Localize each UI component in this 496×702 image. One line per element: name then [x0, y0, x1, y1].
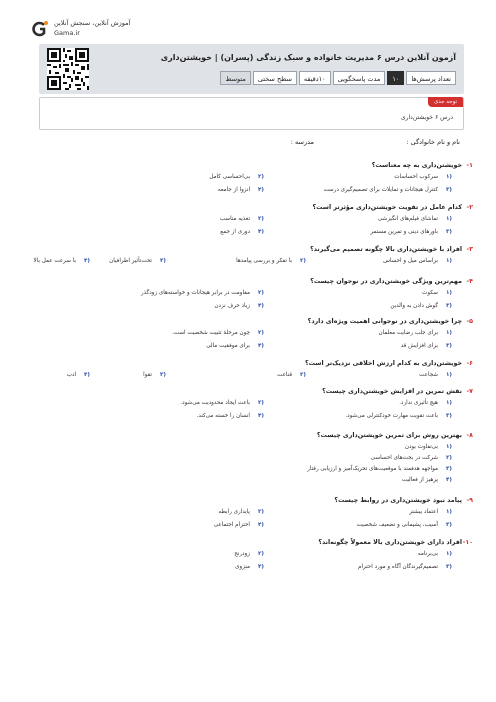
info-cell: مدت پاسخگویی [333, 71, 386, 85]
option-text[interactable]: شرکت در بحث‌های احساسی [370, 455, 438, 461]
option-text[interactable]: پایداری رابطه [218, 509, 250, 515]
option-number: ۳) [446, 343, 452, 349]
option-number: ۳) [160, 258, 166, 264]
option-number: ۳) [446, 229, 452, 235]
option-text[interactable]: کنترل هیجانات و تمایلات برای تصمیم‌گیری درست [323, 187, 438, 193]
question-text: افراد دارای خویشتن‌داری بالا معمولاً چگونه‌اند؟ [318, 539, 462, 546]
option-number: ۳) [446, 187, 452, 193]
option-text[interactable]: چون مرحلهٔ تثبیت شخصیت است. [172, 330, 250, 336]
info-cell: ۱۰ [387, 71, 404, 85]
option-text[interactable]: قناعت [277, 372, 292, 378]
option-text[interactable]: باعث تقویت مهارت خودکنترلی می‌شود. [345, 413, 438, 419]
question-text: چرا خویشتن‌داری در نوجوانی اهمیت ویژه‌ای دارد؟ [307, 318, 462, 325]
option-number: ۴) [84, 258, 90, 264]
option-number: ۱) [446, 330, 452, 336]
option-number: ۳) [446, 522, 452, 528]
option-text[interactable]: تغذیه مناسب [219, 216, 250, 222]
option-text[interactable]: تصمیم‌گیرندگان آگاه و مورد احترام [357, 564, 438, 570]
option-number: ۱) [446, 400, 452, 406]
exam-header [39, 44, 464, 94]
option-text[interactable]: تقوا [143, 372, 152, 378]
option-number: ۳) [446, 466, 452, 472]
qr-code-icon [47, 48, 89, 90]
option-number: ۲) [300, 258, 306, 264]
option-number: ۴) [446, 477, 452, 483]
option-text[interactable]: برای موفقیت مالی [206, 343, 250, 349]
brand-site[interactable]: Gama.ir [54, 29, 80, 37]
option-number: ۳) [160, 372, 166, 378]
option-number: ۲) [446, 455, 452, 461]
option-text[interactable]: باورهای دینی و تمرین مستمر [370, 229, 438, 235]
option-number: ۲) [258, 290, 264, 296]
option-number: ۱) [446, 551, 452, 557]
gama-logo-icon [30, 20, 50, 38]
option-text[interactable]: بی‌برنامه [417, 551, 438, 557]
option-text[interactable]: بی‌احساسی کامل [209, 174, 250, 180]
option-text[interactable]: شجاعت [419, 372, 438, 378]
option-text[interactable]: زودرنج [234, 551, 250, 557]
question-text: مهم‌ترین ویژگی خویشتن‌داری در نوجوان چیست؟ [310, 278, 462, 285]
option-text[interactable]: برای افزایش قد [400, 343, 438, 349]
option-number: ۱) [446, 509, 452, 515]
brand [30, 18, 190, 42]
student-info-row [39, 138, 464, 150]
option-number: ۱) [446, 258, 452, 264]
option-number: ۴) [258, 522, 264, 528]
option-text[interactable]: منزوی [235, 564, 250, 570]
option-text[interactable]: باعث ایجاد محدودیت می‌شود. [180, 400, 250, 406]
option-text[interactable]: پرهیز از فعالیت [401, 477, 438, 483]
option-text[interactable]: براساس میل و احساس [383, 258, 438, 264]
question-number: ۷- [466, 388, 473, 395]
option-text[interactable]: گوش دادن به والدین [390, 303, 438, 309]
question-number: ۱۰- [462, 539, 473, 546]
info-cell: تعداد پرسش‌ها [406, 71, 456, 85]
option-number: ۲) [300, 372, 306, 378]
option-text[interactable]: انزوا از جامعه [217, 187, 250, 193]
question-number: ۸- [466, 432, 473, 439]
option-text[interactable]: با سرعت عمل بالا [33, 258, 76, 264]
option-text[interactable]: مواجهه هدفمند با موقعیت‌های تحریک‌آمیز و ارزیابی رفتار [307, 466, 438, 472]
option-number: ۱) [446, 290, 452, 296]
option-text[interactable]: زیاد حرف نزدن [214, 303, 250, 309]
option-number: ۲) [258, 174, 264, 180]
option-number: ۳) [446, 413, 452, 419]
question-number: ۳- [466, 246, 473, 253]
exam-info-bar [220, 71, 456, 85]
exam-title: آزمون آنلاین درس ۶ مدیریت خانواده و سبک زندگی (پسران) | خویشتن‌داری [160, 53, 456, 62]
question-number: ۹- [466, 497, 473, 504]
option-number: ۴) [258, 343, 264, 349]
option-number: ۲) [258, 400, 264, 406]
option-number: ۱) [446, 372, 452, 378]
info-cell: متوسط [220, 71, 250, 85]
notice-tag: توجه جدی [428, 97, 463, 107]
option-number: ۴) [258, 303, 264, 309]
option-number: ۴) [258, 187, 264, 193]
option-number: ۱) [446, 174, 452, 180]
option-number: ۲) [258, 216, 264, 222]
school-label: مدرسه : [290, 138, 314, 146]
option-text[interactable]: تحت‌تأثیر اطرافیان [109, 258, 152, 264]
notice-box [39, 97, 464, 130]
option-text[interactable]: دوری از جمع [220, 229, 250, 235]
option-text[interactable]: مقاومت در برابر هیجانات و خواسته‌های زودگذر [140, 290, 250, 296]
info-cell: سطح سختی [253, 71, 297, 85]
option-number: ۴) [84, 372, 90, 378]
option-number: ۱) [446, 216, 452, 222]
option-number: ۲) [258, 330, 264, 336]
option-number: ۲) [258, 551, 264, 557]
option-text[interactable]: برای جلب رضایت معلمان [378, 330, 438, 336]
question-text: نقش تمرین در افزایش خویشتن‌داری چیست؟ [322, 388, 462, 395]
option-text[interactable]: تماشای فیلم‌های انگیزشی [377, 216, 438, 222]
brand-title: آموزش آنلاین، سنجش آنلاین [54, 19, 131, 27]
question-text: کدام عامل در تقویت خویشتن‌داری مؤثرتر است؟ [312, 204, 462, 211]
option-text[interactable]: اعتماد بیشتر [409, 509, 438, 515]
option-text[interactable]: احترام اجتماعی [213, 522, 250, 528]
option-number: ۴) [258, 413, 264, 419]
question-number: ۴- [466, 278, 473, 285]
question-number: ۵- [466, 318, 473, 325]
option-text[interactable]: ادب [66, 372, 76, 378]
option-text[interactable]: سکوت [422, 290, 438, 296]
name-label: نام و نام خانوادگی : [406, 138, 460, 146]
option-number: ۱) [446, 444, 452, 450]
option-number: ۴) [258, 564, 264, 570]
option-text[interactable]: با تفکر و بررسی پیامدها [236, 258, 292, 264]
option-number: ۳) [446, 303, 452, 309]
question-text: افراد با خویشتن‌داری بالا چگونه تصمیم می‌گیرند؟ [310, 246, 462, 253]
question-number: ۱- [466, 162, 473, 169]
option-text[interactable]: انسان را خسته می‌کند. [196, 413, 250, 419]
question-text: خویشتن‌داری به چه معناست؟ [371, 162, 462, 169]
notice-text: درس ۶ خویشتن‌داری [400, 114, 453, 121]
option-text[interactable]: هیچ تأثیری ندارد. [399, 400, 438, 406]
question-text: بهترین روش برای تمرین خویشتن‌داری چیست؟ [316, 432, 462, 439]
info-cell: ۱۰دقیقه [299, 71, 331, 85]
question-number: ۲- [466, 204, 473, 211]
option-number: ۳) [446, 564, 452, 570]
option-number: ۴) [258, 229, 264, 235]
question-text: خویشتن‌داری به کدام ارزش اخلاقی نزدیک‌تر است؟ [304, 360, 462, 367]
option-text[interactable]: سرکوب احساسات [394, 174, 438, 180]
question-number: ۶- [466, 360, 473, 367]
option-text[interactable]: بی‌تفاوت بودن [404, 444, 438, 450]
question-text: پیامد نبود خویشتن‌داری در روابط چیست؟ [334, 497, 462, 504]
option-number: ۲) [258, 509, 264, 515]
option-text[interactable]: آسیب، پشیمانی و تضعیف شخصیت [356, 522, 438, 528]
